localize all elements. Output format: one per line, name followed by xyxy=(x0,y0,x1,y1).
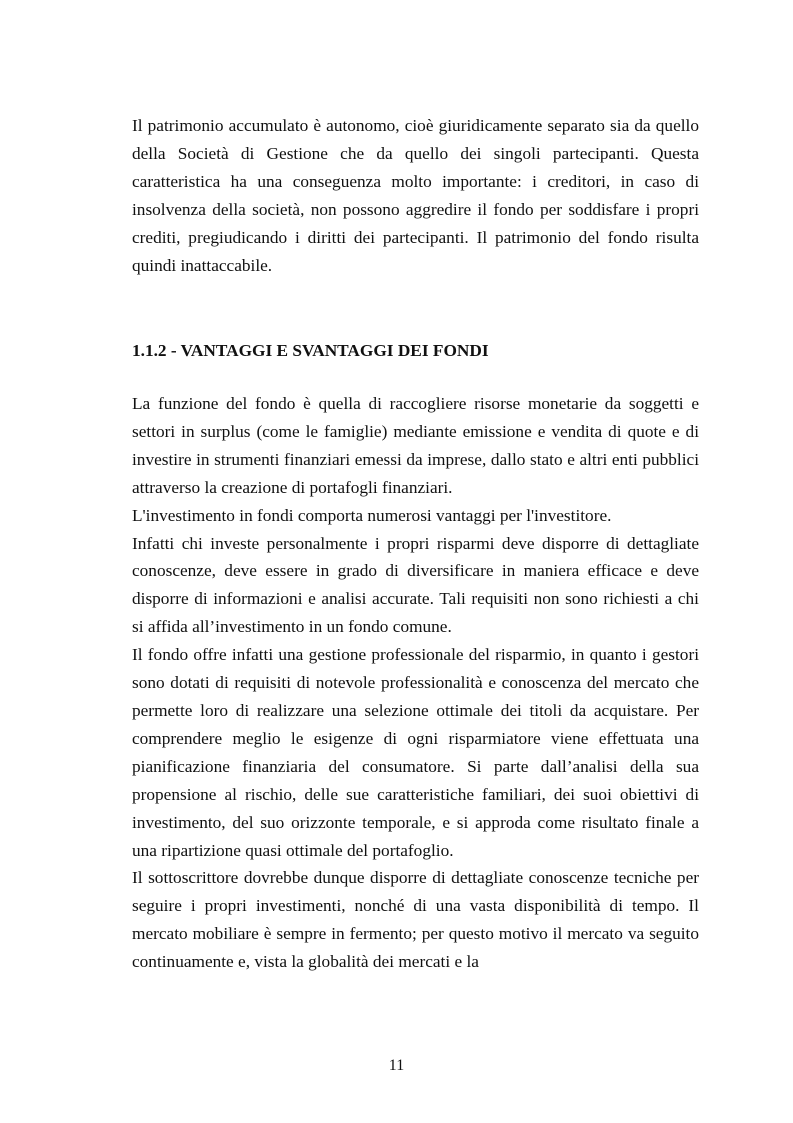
body-paragraph: L'investimento in fondi comporta numerosi vantaggi per l'investitore. xyxy=(132,505,612,525)
intro-paragraph: Il patrimonio accumulato è autonomo, cioè giuridicamente separato sia da quello della Società di Gestione che da quello dei singoli partecipanti. Questa caratteristica ha una conseguenza molto importante: i creditori, in caso di insolvenza della società, non possono aggredire il fondo per soddisfare i propri crediti, pregiudicando i diritti dei partecipanti. Il patrimonio del fondo risulta quindi inattaccabile. xyxy=(132,116,699,275)
body-paragraph: La funzione del fondo è quella di raccogliere risorse monetarie da soggetti e settori in surplus (come le famiglie) mediante emissione e vendita di quote e di investire in strumenti finanziari emessi da imprese, dallo stato e altri enti pubblici attraverso la creazione di portafogli finanziari. xyxy=(132,394,699,497)
section-heading: 1.1.2 - VANTAGGI E SVANTAGGI DEI FONDI xyxy=(132,341,489,360)
body-paragraph: Infatti chi investe personalmente i propri risparmi deve disporre di dettagliate conoscenze, deve essere in grado di diversificare in maniera efficace e deve disporre di informazioni e analisi accurate. Tali requisiti non sono richiesti a chi si affida all’investimento in un fondo comune. xyxy=(132,533,699,637)
body-paragraph: Il sottoscrittore dovrebbe dunque disporre di dettagliate conoscenze tecniche per seguire i propri investimenti, nonché di una vasta disponibilità di tempo. Il mercato mobiliare è sempre in fermento; per questo motivo il mercato va seguito continuamente e, vista la globalità dei mercati e la xyxy=(132,868,699,972)
intro-text-block xyxy=(132,112,699,279)
section-body xyxy=(132,390,699,976)
page-number: 11 xyxy=(388,1057,405,1074)
body-paragraph: Il fondo offre infatti una gestione professionale del risparmio, in quanto i gestori sono dotati di requisiti di notevole professionalità e conoscenza del mercato che permette loro di realizzare una selezione ottimale dei titoli da acquistare. Per comprendere meglio le esigenze di ogni risparmiatore viene effettuata una pianificazione finanziaria del consumatore. Si parte dall’analisi della sua propensione al rischio, delle sue caratteristiche familiari, dei suoi obiettivi di investimento, del suo orizzonte temporale, e si approda come risultato finale a una ripartizione quasi ottimale del portafoglio. xyxy=(132,645,699,860)
